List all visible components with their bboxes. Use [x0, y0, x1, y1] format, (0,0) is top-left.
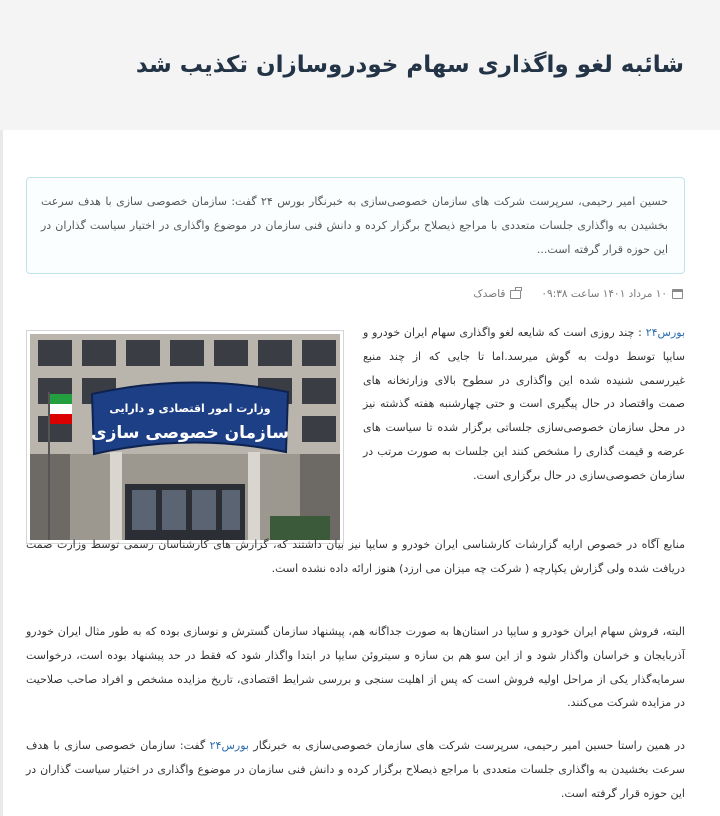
paragraph-4 [26, 734, 685, 805]
sign-line-1: وزارت امور اقتصادی و دارایی [109, 402, 271, 415]
paragraph-2: منابع آگاه در خصوص ارایه گزارشات کارشناسی ایران خودرو و سایپا نیز بیان داشتند که، گزارش های کارشناسان رسمی توسط وزارت صمت دریافت شده ولی گزارش یکپارچه ( شرکت چه میزان می ارزد) هنوز ارائه داده نشده است. [26, 538, 685, 575]
left-edge-divider [0, 130, 3, 816]
calendar-icon [672, 289, 683, 299]
paragraph-1-text: : چند روزی است که شایعه لغو واگذاری سهام ایران خودرو و سایپا توسط دولت به گوش میرسد.اما تا جایی که از چند منبع غیررسمی شنیده شده این واگذاری در سطوح بالای وزارتخانه های صمت واقتصاد در حال پیگیری است و حتی چهارشنبه هفته گذشته نیز در محل سازمان خصوصی‌سازی جلساتی برگزار شده تا سیاست های عرضه و قیمت گذاری را مشخص کنند این جلسات به صورت مرتب در سازمان خصوصی‌سازی در حال برگزاری است. [363, 326, 685, 482]
publish-date: ۱۰ مرداد ۱۴۰۱ ساعت ۰۹:۳۸ [541, 288, 667, 300]
sign-line-2: سازمان خصوصی سازی [91, 423, 289, 443]
paragraph-1 [363, 321, 685, 488]
article-meta [473, 288, 683, 300]
source-link-inline[interactable]: بورس۲۴ [209, 739, 249, 752]
building-photo [30, 334, 340, 540]
summary-text: حسین امیر رحیمی، سرپرست شرکت های سازمان خصوصی‌سازی به خبرنگار بورس ۲۴ گفت: سازمان خصوصی سازی با هدف سرعت بخشیدن به واگذاری جلسات متعددی با مراجع ذیصلاح برگزار کرده و دانش فنی سازمان در موضوع واگذاری در اختیار سیاست گذاران در این حوزه قرار گرفته است... [41, 195, 668, 256]
paragraph-4-end: گفت: سازمان خصوصی سازی با هدف سرعت بخشیدن به واگذاری جلسات متعددی با مراجع ذیصلاح برگزار کرده و دانش فنی سازمان در موضوع واگذاری در اختیار سیاست گذاران در این حوزه قرار گرفته است. [26, 739, 685, 800]
source-link[interactable]: بورس۲۴ [645, 326, 685, 339]
article-photo [26, 330, 344, 544]
folder-icon [510, 290, 521, 299]
page-title: شائبه لغو واگذاری سهام خودروسازان تکذیب شد [135, 52, 684, 78]
title-band [0, 0, 720, 130]
paragraph-3: البته، فروش سهام ایران خودرو و سایپا در استان‌ها به صورت جداگانه هم، پیشنهاد سازمان گسترش و نوسازی بوده که به طور مثال ایران خودرو آذربایجان و خراسان واگذار شود و از این سو هم بن سازه و سیتروئن سایپا در ابتدا واگذار شود که فقط در حد پیشنهاد بوده است، درخواست سرمایه‌گذار یکی از مراحل اولیه فروش است که پس از اهلیت سنجی و بررسی شرایط اقتصادی، تاریخ مزایده مشخص و افراد صاحب صلاحیت در مزایده شرکت می‌کنند. [26, 625, 685, 710]
article-summary [26, 177, 685, 274]
author-link[interactable]: قاصدک [473, 288, 506, 300]
paragraph-4-start: در همین راستا حسین امیر رحیمی، سرپرست شرکت های سازمان خصوصی‌سازی به خبرنگار [248, 739, 685, 752]
